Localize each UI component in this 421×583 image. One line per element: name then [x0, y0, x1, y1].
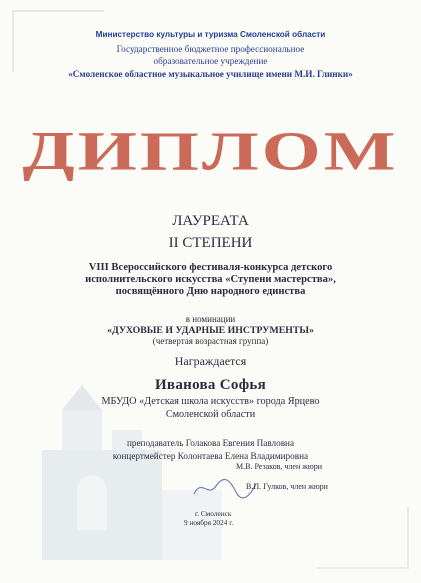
- accompanist-line: концертмейстер Колонтаева Елена Владимировна: [112, 451, 309, 461]
- institution-line-2: образовательное учреждение: [153, 56, 268, 66]
- school-name: «Смоленское областное музыкальное училище имени М.И. Глинки»: [68, 69, 353, 79]
- festival-line-3: посвящённого Дню народного единства: [115, 286, 306, 297]
- festival-name: [0, 262, 421, 298]
- nomination-label: в номинации: [185, 314, 236, 324]
- decorative-frame-corner: [317, 507, 409, 569]
- laureate-label: ЛАУРЕАТА: [172, 213, 249, 229]
- city-label: г. Смоленск: [195, 509, 232, 518]
- diploma-title: ДИПЛОМ: [22, 121, 399, 182]
- recipient-institution: [0, 395, 421, 421]
- festival-line-1: VIII Всероссийского фестиваля-конкурса детского: [88, 262, 333, 273]
- ministry-line: Министерство культуры и туризма Смоленской области: [95, 30, 326, 39]
- jury-signature-1: М.В. Резаков, член жюри: [236, 462, 323, 471]
- nomination-name: «ДУХОВЫЕ И УДАРНЫЕ ИНСТРУМЕНТЫ»: [107, 325, 314, 336]
- institution-line-1: Государственное бюджетное профессиональное: [116, 44, 305, 54]
- institution-line-2: Смоленской области: [165, 409, 256, 420]
- awarded-label: Награждается: [174, 354, 247, 368]
- jury-signature-2: В.П. Гулков, член жюри: [246, 482, 328, 491]
- degree-label: II СТЕПЕНИ: [168, 235, 253, 251]
- festival-line-2: исполнительского искусства «Ступени мастерства»,: [85, 274, 336, 285]
- teacher-line: преподаватель Голакова Евгения Павловна: [126, 438, 295, 448]
- institution-line-1: МБУДО «Детская школа искусств» города Ярцево: [101, 396, 320, 407]
- recipient-name: Иванова Софья: [154, 377, 267, 393]
- date-label: 9 ноября 2024 г.: [184, 518, 234, 527]
- age-group: (четвертая возрастная группа): [152, 336, 269, 346]
